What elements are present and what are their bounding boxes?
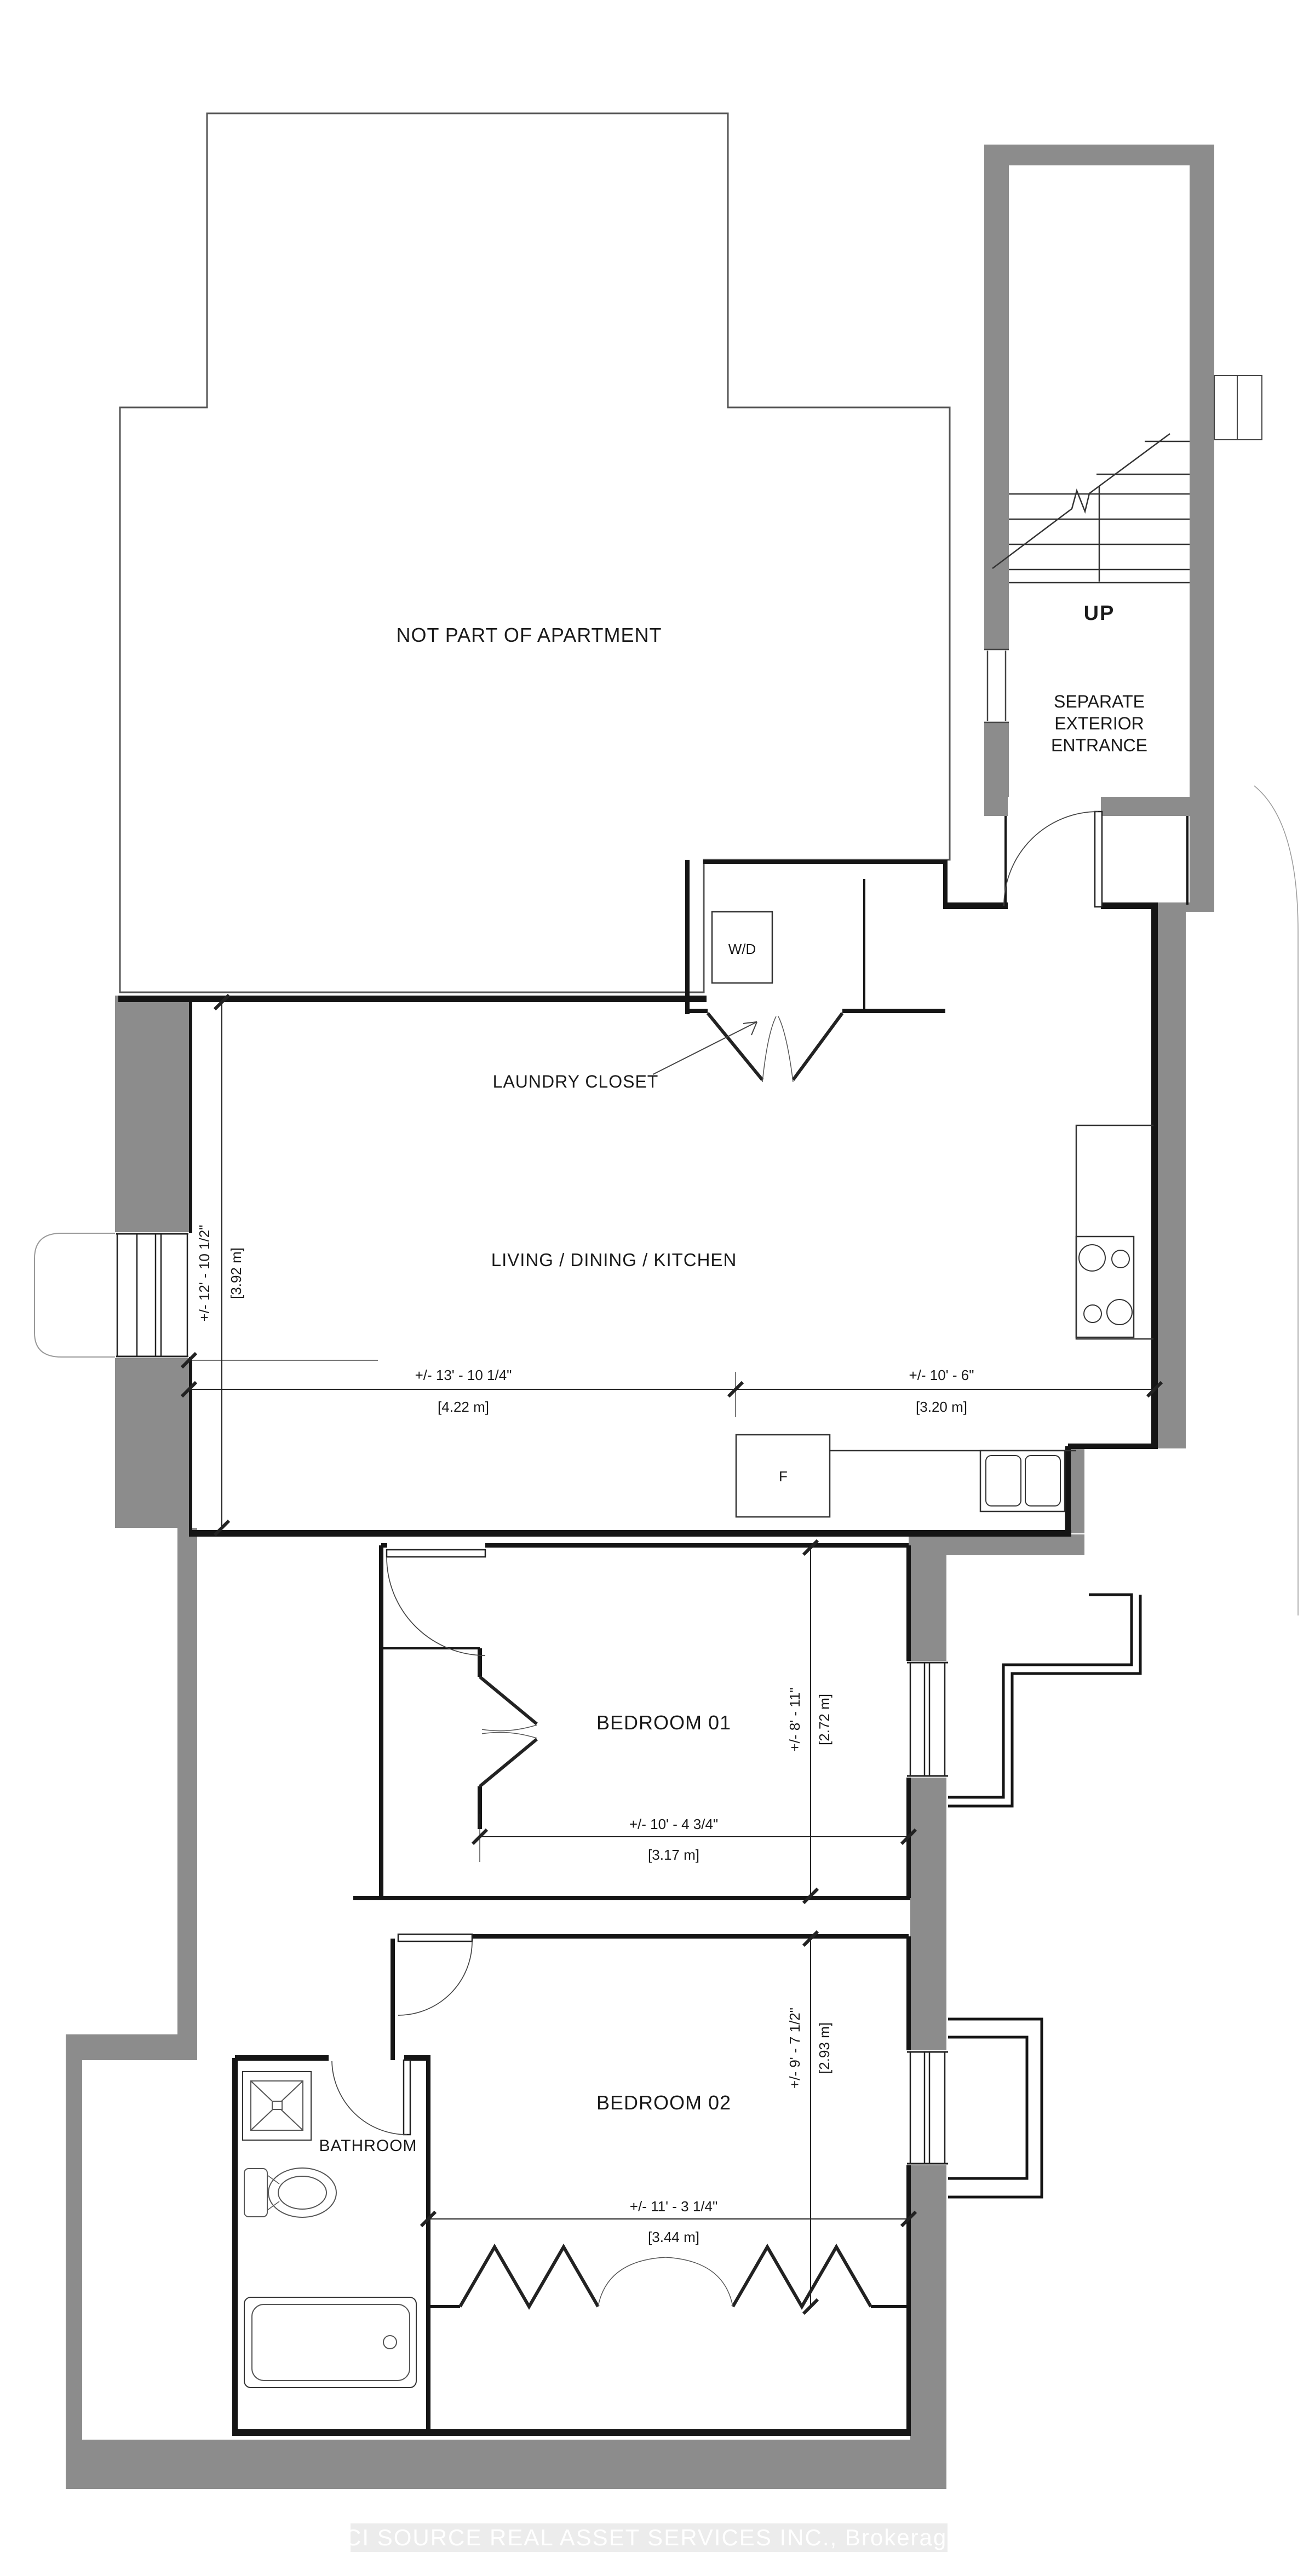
not-part-label: NOT PART OF APARTMENT: [396, 624, 662, 646]
stairs-up-label: UP: [1083, 602, 1115, 625]
washer-dryer-label: W/D: [728, 941, 756, 957]
bedroom1-width-ft: +/- 10' - 4 3/4": [629, 1816, 719, 1832]
living-label: LIVING / DINING / KITCHEN: [491, 1250, 737, 1270]
bedroom2-label: BEDROOM 02: [596, 2091, 732, 2114]
bedroom2-window: [907, 2051, 948, 2164]
bedroom1-width-m: [3.17 m]: [648, 1847, 699, 1863]
living-width-ft: +/- 13' - 10 1/4": [415, 1367, 512, 1383]
laundry-label: LAUNDRY CLOSET: [492, 1072, 659, 1091]
living-depth-m: [3.92 m]: [228, 1247, 244, 1299]
bedroom2-depth-m: [2.93 m]: [816, 2022, 833, 2074]
bedroom1-depth-ft: +/- 8' - 11": [786, 1687, 803, 1752]
stair-bay-bump: [1214, 376, 1262, 440]
bedroom2-width-ft: +/- 11' - 3 1/4": [629, 2198, 718, 2215]
bathroom-label: BATHROOM: [319, 2137, 417, 2155]
entrance-label-line2: EXTERIOR: [1054, 714, 1144, 733]
bedroom1-label: BEDROOM 01: [596, 1711, 732, 1734]
bedroom1-window: [907, 1662, 948, 1776]
living-width-m: [4.22 m]: [438, 1399, 489, 1415]
entrance-label-line1: SEPARATE: [1054, 692, 1145, 711]
watermark: [337, 2523, 961, 2552]
kitchen-width-m: [3.20 m]: [916, 1399, 967, 1415]
bedroom2-width-m: [3.44 m]: [648, 2229, 699, 2245]
bedroom1-depth-m: [2.72 m]: [816, 1694, 833, 1745]
toilet-fixture: [244, 2168, 336, 2217]
fridge-label: F: [779, 1468, 788, 1485]
sink-fixture: [980, 1451, 1065, 1511]
entrance-label-line3: ENTRANCE: [1050, 735, 1148, 755]
living-depth-ft: +/- 12' - 10 1/2": [196, 1224, 213, 1322]
watermark-text: ICI SOURCE REAL ASSET SERVICES INC., Brokerage: [337, 2525, 961, 2550]
bedroom2-depth-ft: +/- 9' - 7 1/2": [786, 2008, 803, 2089]
kitchen-width-ft: +/- 10' - 6": [909, 1367, 974, 1383]
